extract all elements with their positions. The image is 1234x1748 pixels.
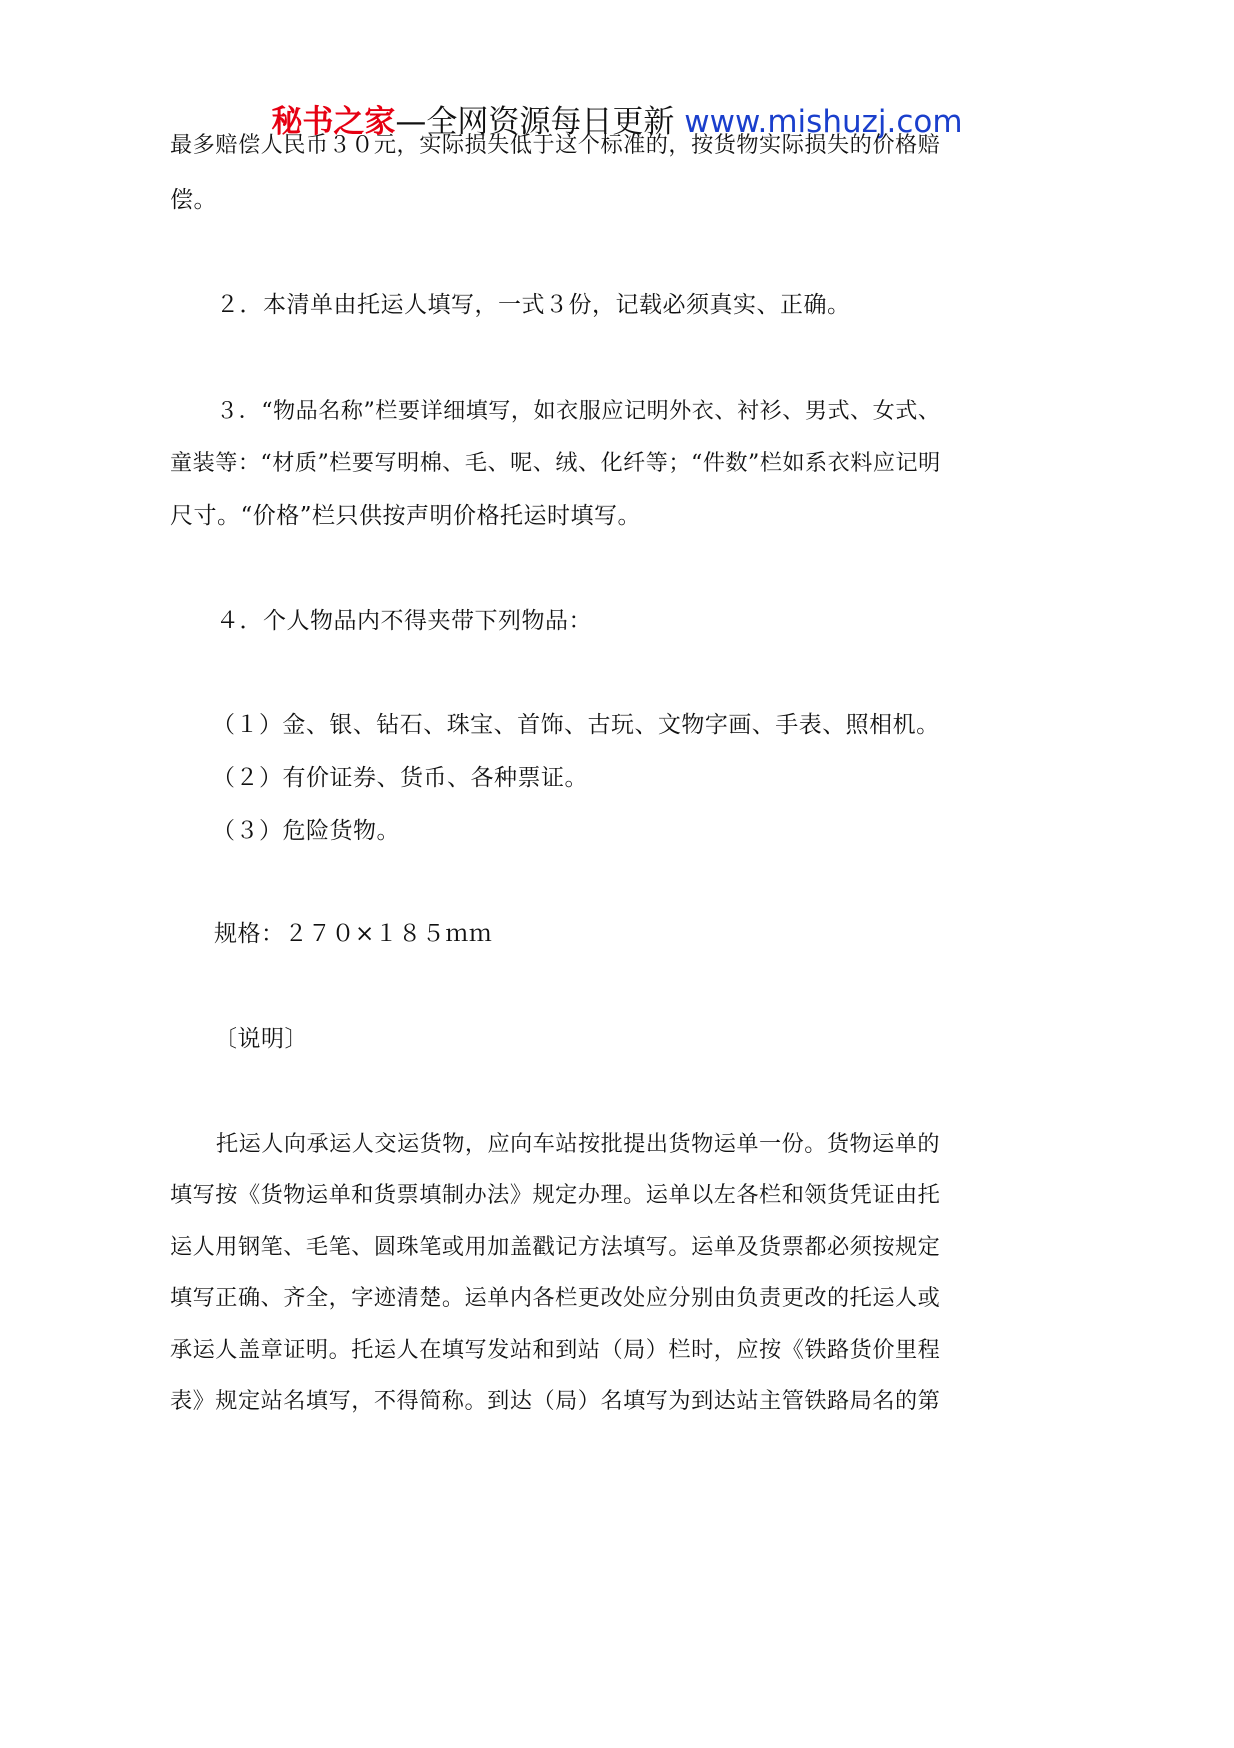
list-item: （２）有价证券、货币、各种票证。: [212, 765, 588, 791]
text-line: 填写正确、齐全，字迹清楚。运单内各栏更改处应分别由负责更改的托运人或: [170, 1285, 941, 1311]
text-line: ２．本清单由托运人填写，一式３份，记载必须真实、正确。: [216, 292, 851, 318]
text-line: ４．个人物品内不得夹带下列物品：: [216, 608, 592, 634]
header-url[interactable]: www.mishuzj.com: [684, 104, 963, 140]
text-line: 填写按《货物运单和货票填制办法》规定办理。运单以左各栏和领货凭证由托: [170, 1182, 941, 1208]
text-line: 偿。: [170, 187, 217, 213]
header-tagline: —全网资源每日更新: [395, 104, 675, 140]
text-line: 托运人向承运人交运货物，应向车站按批提出货物运单一份。货物运单的: [216, 1131, 940, 1157]
list-item: （３）危险货物。: [212, 818, 400, 844]
text-line: 最多赔偿人民币３０元，实际损失低于这个标准的，按货物实际损失的价格赔: [170, 132, 941, 158]
text-line: 童装等：“材质”栏要写明棉、毛、呢、绒、化纤等；“件数”栏如系衣料应记明: [170, 450, 941, 476]
text-line: 尺寸。“价格”栏只供按声明价格托运时填写。: [170, 503, 642, 529]
list-item: （１）金、银、钻石、珠宝、首饰、古玩、文物字画、手表、照相机。: [212, 712, 940, 738]
text-line: 表》规定站名填写，不得简称。到达（局）名填写为到达站主管铁路局名的第: [170, 1388, 941, 1414]
text-line: ３．“物品名称”栏要详细填写，如衣服应记明外衣、衬衫、男式、女式、: [216, 398, 941, 424]
text-line: 运人用钢笔、毛笔、圆珠笔或用加盖戳记方法填写。运单及货票都必须按规定: [170, 1234, 941, 1260]
spec-line: 规格：２７０×１８５ｍｍ: [214, 921, 493, 947]
section-heading: 〔说明〕: [214, 1026, 308, 1052]
text-line: 承运人盖章证明。托运人在填写发站和到站（局）栏时，应按《铁路货价里程: [170, 1337, 941, 1363]
header-brand: 秘书之家: [271, 104, 396, 140]
